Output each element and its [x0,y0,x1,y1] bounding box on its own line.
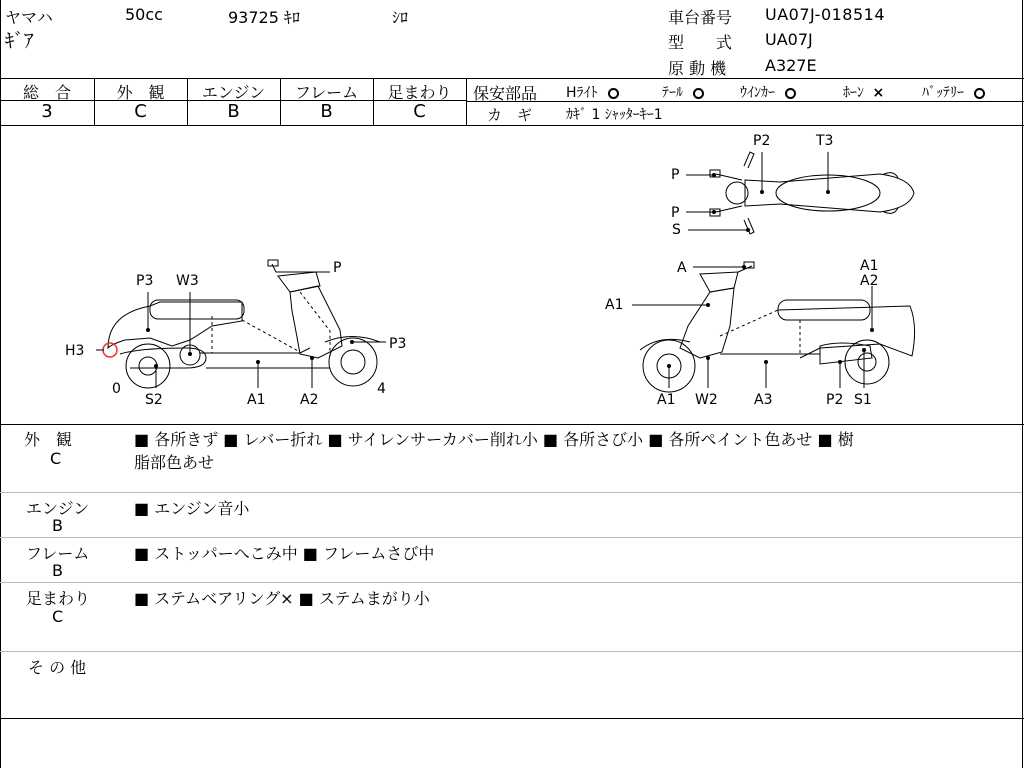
safety-item-name: ｳｲﾝｶｰ [740,85,775,101]
ok-mark-icon [974,88,985,99]
note-line: ■ 各所きず ■ レバー折れ ■ サイレンサーカバー削れ小 ■ 各所さび小 ■ 各所ペイント色あせ ■ 樹 [134,430,854,449]
label-w3: W3 [176,273,199,289]
type-value: UA07J [765,30,813,49]
safety-item-name: ﾃｰﾙ [662,85,683,101]
label-right-a1-bottom: A1 [657,392,676,408]
label-top-p2: P2 [753,133,771,149]
safety-item-tail [662,82,704,102]
label-top-s: S [672,222,681,238]
note-category: 外 観 [24,430,73,449]
frame-no-label: 車台番号 [668,8,733,27]
scooter-top-view [710,152,914,234]
label-p-handle: P [333,260,342,276]
divider [0,78,1024,79]
grade-suspension-label: 足まわり [387,83,452,102]
ok-mark-icon [693,88,704,99]
label-right-a3: A3 [754,392,773,408]
front-wheel-icon [329,338,377,386]
model-name: ｷﾞｱ [5,30,34,52]
grade-exterior-label: 外 観 [116,83,165,102]
displacement: 50cc [125,5,163,24]
note-grade: C [50,449,62,468]
divider [0,718,1024,719]
rear-hub-icon [858,353,876,371]
note-category: 足まわり [26,589,91,608]
safety-item-horn [843,82,884,102]
handlebar-icon [272,264,300,272]
label-s2: S2 [145,392,163,408]
right-leader-lines [632,267,872,388]
engine-label: 原 動 機 [668,59,727,78]
top-handle-icon [716,174,742,212]
safety-item-name: Hﾗｲﾄ [566,85,598,101]
divider [0,651,1022,652]
note-category: エンジン [26,499,90,518]
safety-item-name: ﾊﾞｯﾃﾘｰ [922,85,964,101]
top-rear-fender [884,173,898,214]
label-top-p-b: P [671,205,680,221]
seat-icon [150,300,244,319]
note-category: そ の 他 [28,658,87,677]
key-label: カ ギ [487,106,533,124]
note-category: フレーム [26,544,90,563]
grade-engine-value: B [227,101,240,122]
note-grade: B [52,516,63,535]
label-right-s1: S1 [854,392,872,408]
label-right-p2: P2 [826,392,844,408]
type-label: 型 式 [668,33,733,52]
label-p3-top: P3 [136,273,154,289]
ok-mark-icon [785,88,796,99]
divider [0,492,1022,493]
rear-wheel-icon [126,344,170,388]
note-line: ■ エンジン音小 [134,499,250,518]
note-grade: C [52,607,64,626]
note-line: ■ ステムベアリング× ■ ステムまがり小 [134,589,430,608]
grade-engine-label: エンジン [201,83,266,102]
grade-suspension-value: C [413,101,426,122]
label-a2: A2 [300,392,319,408]
label-zero: 0 [112,381,121,397]
frame-dotted-lines [720,310,800,354]
grade-exterior-value: C [134,101,147,122]
ng-mark-icon: × [872,85,885,101]
frame-no-value: UA07J-018514 [765,5,886,24]
label-right-a2: A2 [860,273,879,289]
label-p3-right: P3 [389,336,407,352]
safety-item-winker [740,82,796,102]
divider [0,582,1022,583]
safety-item-name: ﾎｰﾝ [843,85,864,101]
rear-body-panel [108,302,242,348]
grade-overall-value: 3 [41,101,53,122]
divider [0,537,1022,538]
label-right-a1: A1 [860,258,879,274]
left-leader-lines [96,272,386,388]
label-top-p-a: P [671,167,680,183]
leg-shield-icon [680,288,734,358]
safety-label: 保安部品 [473,84,538,103]
note-line: 脂部色あせ [134,453,215,472]
rear-body-panel [778,306,915,358]
headlight-cover-icon [278,272,320,292]
h3-highlight-icon [103,343,117,357]
key-value: ｶｷﾞ 1 ｼｬｯﾀｰｷｰ1 [566,107,663,123]
right-markers [667,265,874,368]
grade-frame-value: B [320,101,333,122]
divider [0,424,1024,425]
grade-overall-label: 総 合 [22,83,71,102]
note-line: ■ ストッパーへこみ中 ■ フレームさび中 [134,544,435,563]
body-color: ｼﾛ [392,8,409,27]
label-right-w2: W2 [695,392,718,408]
floor-panel [200,348,310,353]
label-right-a-top: A [677,260,687,276]
label-h3: H3 [65,343,85,359]
mileage: 93725 ｷﾛ [228,8,300,27]
headlight-cover-icon [700,272,738,292]
rear-wheel-icon [845,340,889,384]
label-four: 4 [377,381,386,397]
grade-frame-label: フレーム [294,83,359,102]
engine-value: A327E [765,56,817,75]
damage-diagram [0,126,1024,424]
safety-item-headlight [566,82,619,102]
label-top-t3: T3 [816,133,834,149]
top-lever-icon [744,152,754,168]
ok-mark-icon [608,88,619,99]
maker: ヤマハ [5,8,53,27]
note-grade: B [52,561,63,580]
label-right-a1-left: A1 [605,297,624,313]
top-leader-lines [686,152,828,230]
label-a1: A1 [247,392,266,408]
divider [466,78,467,125]
front-hub-icon [341,350,365,374]
safety-item-battery [922,82,985,102]
